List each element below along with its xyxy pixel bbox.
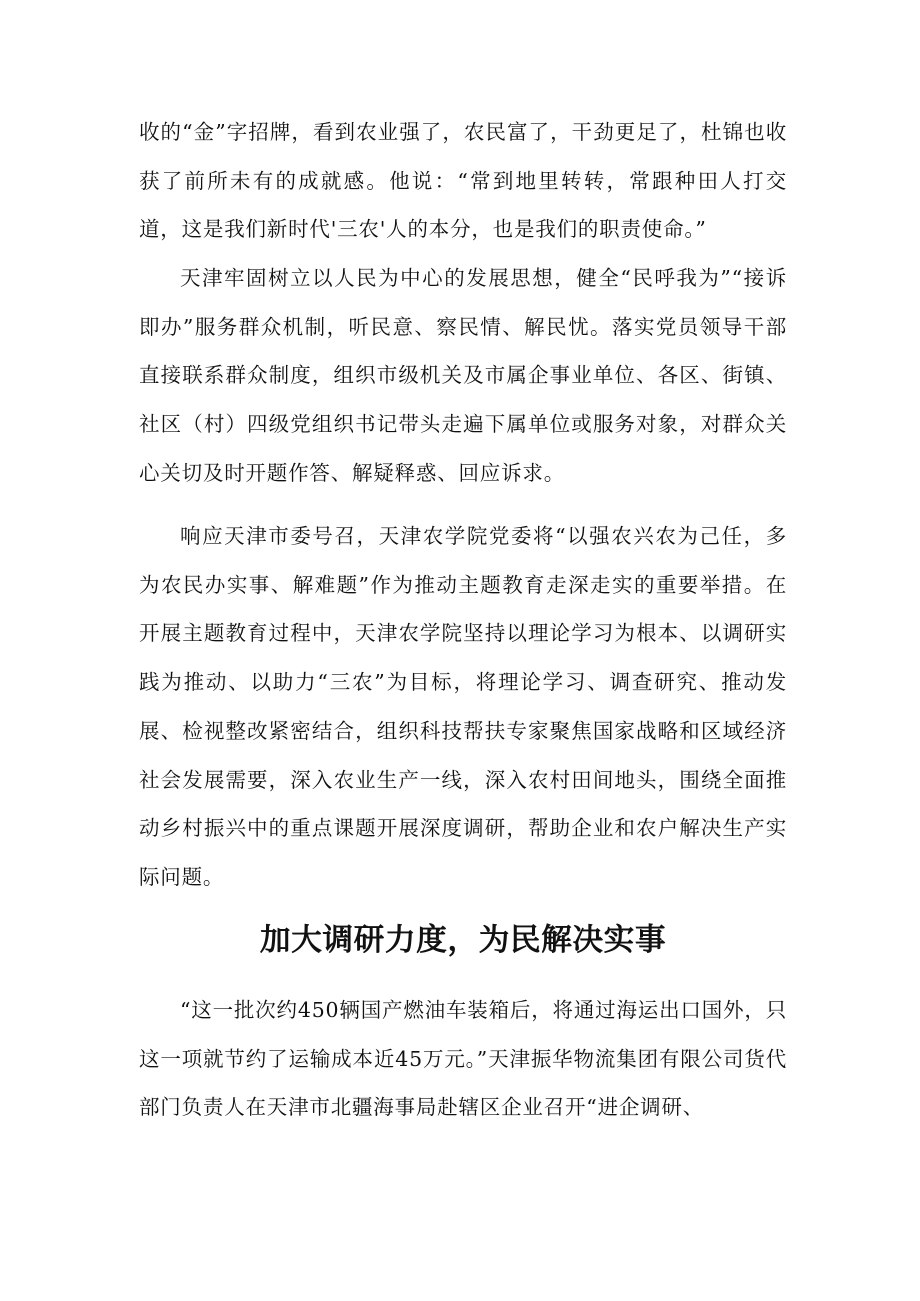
paragraph-logistics: “这一批次约450辆国产燃油车装箱后，将通过海运出口国外，只这一项就节约了运输成本近45万元。”天津振华物流集团有限公司货代部门负责人在天津市北疆海事局赴辖区企业召开“进企调研、 [139,998,787,1120]
paragraph-agricultural-college: 响应天津市委号召，天津农学院党委将“以强农兴农为己任，多为农民办实事、解难题”作为推动主题教育走深走实的重要举措。在开展主题教育过程中，天津农学院坚持以理论学习为根本、以调研实践为推动、以助力“三农”为目标，将理论学习、调查研究、推动发展、检视整改紧密结合，组织科技帮扶专家聚焦国家战略和区域经济社会发展需要，深入农业生产一线，深入农村田间地头，围绕全面推动乡村振兴中的重点课题开展深度调研，帮助企业和农户解决生产实际问题。 [139,524,787,889]
section-heading: 加大调研力度，为民解决实事 [259,922,667,958]
paragraph-service-mechanism: 天津牢固树立以人民为中心的发展思想，健全“民呼我为”“接诉即办”服务群众机制，听民意、察民情、解民忧。落实党员领导干部直接联系群众制度，组织市级机关及市属企事业单位、各区、街镇、社区（村）四级党组织书记带头走遍下属单位或服务对象，对群众关心关切及时开题作答、解疑释惑、回应诉求。 [139,266,787,485]
paragraph-continuation: 收的“金”字招牌，看到农业强了，农民富了，干劲更足了，杜锦也收获了前所未有的成就感。他说：“常到地里转转，常跟种田人打交道，这是我们新时代'三农'人的本分，也是我们的职责使命。” [139,120,787,242]
